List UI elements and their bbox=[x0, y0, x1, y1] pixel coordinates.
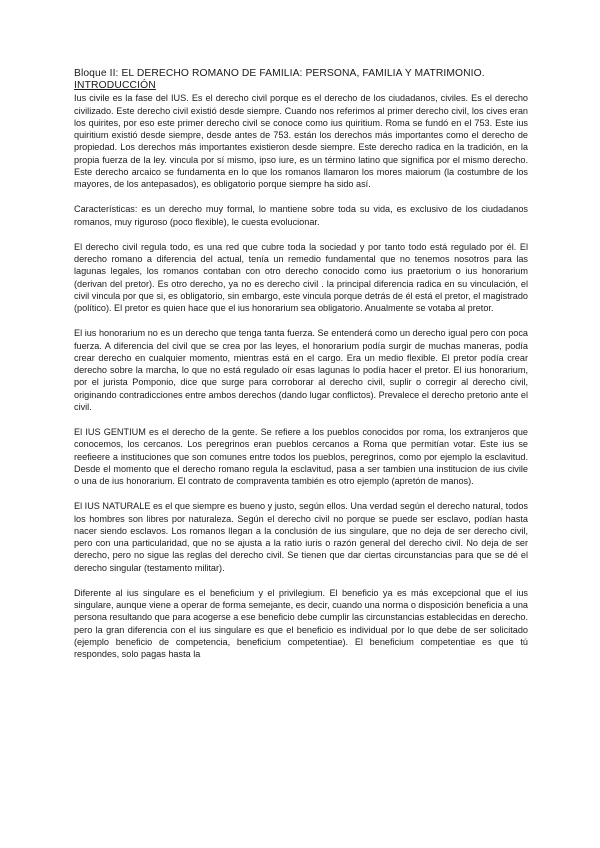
paragraph-ius-naturale: El IUS NATURALE es el que siempre es bueno y justo, según ellos. Una verdad según el derecho natural, todos los hombres son libres por naturaleza. Según el derecho civil no porque se puede ser esclavo, podían hasta nacer siendo esclavos. Los romanos llegan a la conclusión de ius singulare, que no deja de ser derecho civil, pero con una particularidad, que no se ajusta a la ratio iuris o razón general del derecho civil. No deja de ser derecho, pero no sigue las reglas del derecho civil. Se tienen que dar ciertas circunstancias para que se dé el derecho singular (testamento militar). bbox=[74, 501, 528, 573]
paragraph-ius-civile: Ius civile es la fase del IUS. Es el derecho civil porque es el derecho de los ciudadanos, civiles. Es el derecho civilizado. Este derecho civil existió desde siempre. Cuando nos referimos al primer derecho civil, los cives eran los quirites, por eso este primer derecho civil se conoce como ius quiritium. Roma se fundó en el 753. Este ius quiritium existió desde siempre, desde antes de 753. están los derechos más importantes como el derecho de propiedad. Los derechos más importantes existieron desde siempre. Este derecho radica en la tradición, en la propia fuerza de la ley. vincula por sí mismo, ipso iure, es un término latino que significa por el mismo derecho. Este derecho arcaico se fundamenta en lo que los romanos llamaron los mores maiorum (la costumbre de los mayores, de los antepasados), es obligatorio porque siempre ha sido así. bbox=[74, 93, 528, 190]
paragraph-beneficium: Diferente al ius singulare es el beneficium y el privilegium. El beneficio ya es más excepcional que el ius singulare, aunque viene a operar de forma semejante, es decir, cuando una norma o disposición beneficia a una persona resultando que para acogerse a ese beneficio debe cumplir las circunstancias establecidas en derecho. pero la gran diferencia con el ius singulare es que el beneficio es individual por lo que debe de ser solicitado (ejemplo beneficio de competencia, beneficium competentiae). El beneficium competentiae es que tú respondes, solo pagas hasta la bbox=[74, 587, 529, 660]
document-title: Bloque II: EL DERECHO ROMANO DE FAMILIA: PERSONA, FAMILIA Y MATRIMONIO. bbox=[74, 68, 485, 79]
paragraph-ius-gentium: El IUS GENTIUM es el derecho de la gente. Se refiere a los pueblos conocidos por roma, los extranjeros que conocemos, los cercanos. Los peregrinos eran pueblos cercanos a Roma que permitían votar. Este ius se reefieere a instituciones que son comunes entre todos los pueblos, peregrinos, como por ejemplo la esclavitud. Desde el momento que el derecho romano regula la esclavitud, pasa a ser tambien una institucion de ius civile o una de ius honorarium. El contrato de compraventa también es otro ejemplo (apretón de manos). bbox=[74, 427, 528, 487]
paragraph-ius-honorarium: El ius honorarium no es un derecho que tenga tanta fuerza. Se entenderá como un derecho igual pero con poca fuerza. A diferencia del civil que se crea por las leyes, el honorarium podía surgir de muchas maneras, podía crear derecho en cualquier momento, mientras está en el cargo. Era un medio flexible. El pretor podía crear derecho sobre la marcha, lo que no está regulado oír esas lagunas lo podía hacer el pretor. El ius honorarium, por el jurista Pomponio, dice que surge para corroborar al derecho civil, suplir o corregir al derecho civil, originando contradicciones entre ambos derechos (dando lugar conflictos). Prevalece el derecho pretorio ante el civil. bbox=[74, 328, 528, 412]
paragraph-derecho-civil: El derecho civil regula todo, es una red que cubre toda la sociedad y por tanto todo está regulado por él. El derecho romano a diferencia del actual, tenía un remedio fundamental que no tenemos nosotros para las lagunas legales, los romanos contaban con otro derecho conocido como ius praetorium o ius honorarium (derivan del pretor). Es otro derecho, ya no es derecho civil . la principal diferencia radica en su vinculación, el civil vincula por que si, es obligatorio, sin embargo, este vincula porque detrás de él está el pretor, el magistrado (político). El pretor es quien hace que el ius honorarium sea obligatorio. Anualmente se votaba al pretor. bbox=[74, 241, 528, 314]
paragraph-caracteristicas: Características: es un derecho muy formal, lo mantiene sobre toda su vida, es exclusivo de los ciudadanos romanos, muy riguroso (poco flexible), le cuesta evolucionar. bbox=[74, 204, 528, 227]
document-page bbox=[74, 68, 528, 673]
section-heading: INTRODUCCIÓN bbox=[74, 80, 156, 92]
